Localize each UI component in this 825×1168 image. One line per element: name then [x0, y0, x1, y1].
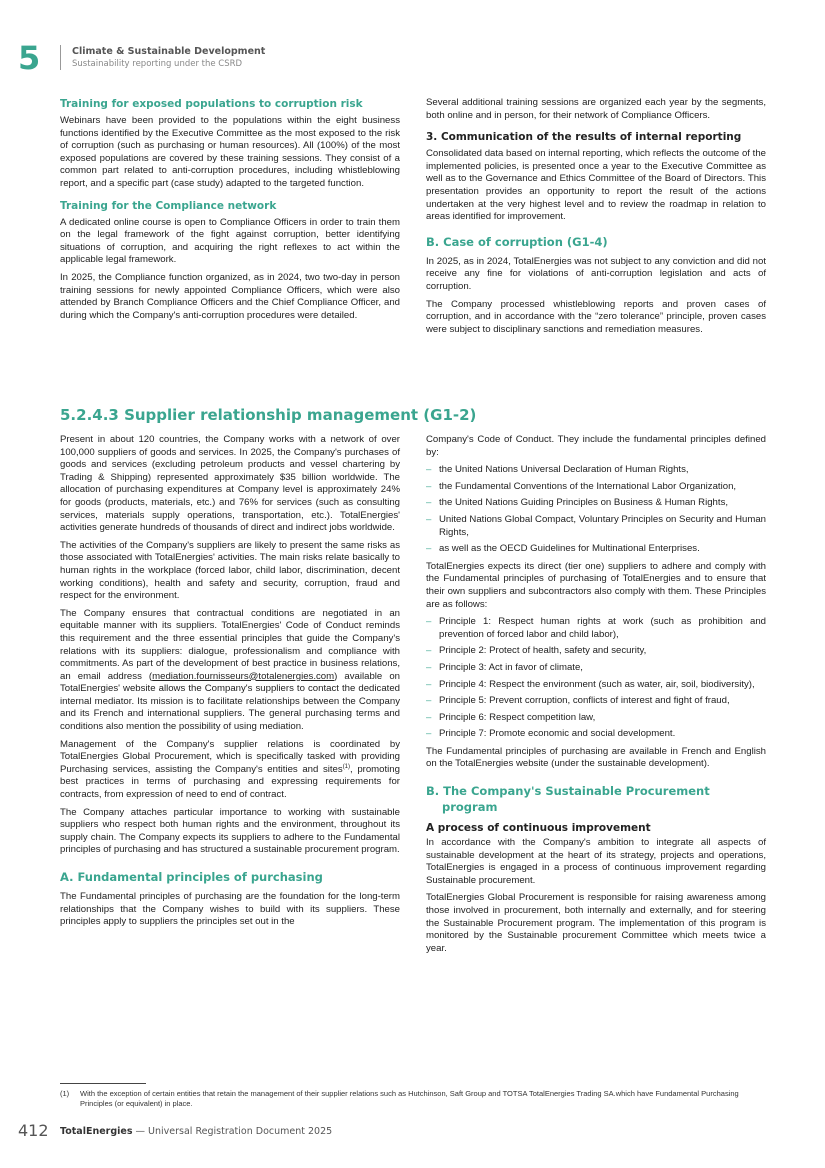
brand-name: TotalEnergies [60, 1126, 133, 1137]
paragraph: Webinars have been provided to the populations within the eight business functions identified by the Executive Committee as the most exposed to the risk of corruption (such as purchasing or human resources). All (100%) of the most exposed populations are covered by these training sessions. They consist of a common part related to anti-corruption procedures, including whistleblowing report, and a specific part (case study) adapted to the targeted function. [60, 115, 400, 189]
right-column-bottom [426, 434, 766, 960]
heading-fundamental-principles: A. Fundamental principles of purchasing [60, 870, 323, 884]
principles-list [426, 616, 766, 741]
section-title: 5.2.4.3 Supplier relationship management (G1-2) [60, 406, 477, 424]
list-item: – Principle 4: Respect the environment (such as water, air, soil, biodiversity), [426, 679, 766, 692]
paragraph: The Company processed whistleblowing reports and proven cases of corruption, and in accordance with the “zero tolerance” principle, proven cases were subject to disciplinary sanctions and remediation measures. [426, 298, 766, 335]
list-item: – United Nations Global Compact, Voluntary Principles on Security and Human Rights, [426, 514, 766, 539]
header-subtitle: Sustainability reporting under the CSRD [72, 59, 243, 69]
paragraph: In 2025, the Compliance function organized, as in 2024, two two-day in person training sessions for newly appointed Compliance Officers, which were also attended by Branch Compliance Officers and the Chief Compliance Officer, and during which the Company's anti-corruption procedures were detailed. [60, 271, 400, 321]
heading-training-exposed: Training for exposed populations to corruption risk [60, 98, 363, 110]
paragraph: A dedicated online course is open to Compliance Officers in order to train them on the legal framework of the fight against corruption, better identifying situations of corruption, and acquiring the right reflexes to act within the applicable legal framework. [60, 216, 400, 266]
text-span: Management of the Company's supplier relations is coordinated by TotalEnergies Global Procurement, which is specifically tasked with providing Purchasing services, assisting the Company's entities and sites [60, 738, 400, 775]
paragraph: The Fundamental principles of purchasing are the foundation for the long-term relationships that the Company wishes to build with its suppliers. These principles apply to suppliers the principles set out in the [60, 891, 400, 928]
paragraph: In 2025, as in 2024, TotalEnergies was not subject to any conviction and did not receive any fine for violations of anti-corruption legislation and acts of corruption. [426, 255, 766, 292]
list-item: – Principle 3: Act in favor of climate, [426, 662, 766, 675]
heading-case-corruption: B. Case of corruption (G1-4) [426, 234, 608, 249]
heading-sustainable-procurement-cont: program [442, 800, 498, 815]
paragraph: The Fundamental principles of purchasing are available in French and English on the TotalEnergies website (under the sustainable development). [426, 745, 766, 770]
heading-sustainable-procurement: B. The Company's Sustainable Procurement [426, 784, 710, 799]
header-title: Climate & Sustainable Development [72, 46, 266, 57]
footnote-text: With the exception of certain entities that retain the management of their supplier relations such as Hutchinson, Saft Group and TOTSA TotalEnergies Trading SA.which have Fundamental Purchasing Principles (or equivalent) in place. [80, 1089, 739, 1108]
footnote-ref: (1) [342, 763, 351, 770]
list-item: – Principle 7: Promote economic and social development. [426, 728, 766, 741]
heading-communication: 3. Communication of the results of internal reporting [426, 131, 742, 144]
text-span: , promoting best practices in terms of purchasing and expressing requirements for contracts, from expression of need to end of contract. [60, 763, 400, 801]
document-title: — Universal Registration Document 2025 [132, 1126, 333, 1137]
list-item: – the United Nations Universal Declaration of Human Rights, [426, 464, 766, 477]
page-number: 412 [18, 1121, 49, 1140]
footnote-number: (1) [60, 1089, 70, 1098]
paragraph [60, 608, 400, 734]
paragraph: TotalEnergies expects its direct (tier one) suppliers to adhere and comply with the Fundamental principles of purchasing of TotalEnergies and to ensure that their own suppliers and subcontractors also comply with them. These Principles are as follows: [426, 560, 766, 610]
left-column-bottom [60, 434, 400, 934]
heading-training-network: Training for the Compliance network [60, 199, 277, 212]
paragraph: Company's Code of Conduct. They include the fundamental principles defined by: [426, 434, 766, 458]
list-item: – the Fundamental Conventions of the International Labor Organization, [426, 481, 766, 494]
text-span: ) available on TotalEnergies' website allows the Company's suppliers to contact the dedicated internal mediator. Its mission is to facilitate relationships between the Company and its French and international suppliers. The general purchasing terms and conditions also mention the possibility of using mediation. [60, 670, 400, 733]
paragraph [60, 739, 400, 802]
list-item: – the United Nations Guiding Principles on Business & Human Rights, [426, 497, 766, 510]
paragraph: TotalEnergies Global Procurement is responsible for raising awareness among those involved in procurement, both internally and externally, and for steering the Sustainable Procurement program. The implementation of this program is monitored by the Sustainable procurement Committee which meets twice a year. [426, 892, 766, 954]
mediation-email-link[interactable]: mediation.fournisseurs@totalenergies.com [152, 670, 335, 682]
list-item: – Principle 6: Respect competition law, [426, 712, 766, 725]
left-column-top [60, 97, 400, 327]
list-item: – Principle 2: Protect of health, safety and security, [426, 645, 766, 658]
paragraph: Present in about 120 countries, the Company works with a network of over 100,000 suppliers of goods and services. In 2025, the Company's purchases of goods and services (excluding petroleum products and vessel chartering by Trading & Shipping) represented approximately $35 billion worldwide. The allocation of purchasing expenditures at Company level is approximately 24% for goods (products, materials, etc.) and 76% for services (such as consulting services, materials supply operations, transportation, etc.). TotalEnergies' activities generate hundreds of thousands of direct and indirect jobs worldwide. [60, 434, 400, 534]
paragraph: The Company attaches particular importance to working with sustainable suppliers who respect both human rights and the environment, throughout its supply chain. The Company expects its suppliers to adhere to the Fundamental principles of purchasing and has structured a sustainable procurement program. [60, 806, 400, 856]
list-item: – Principle 1: Respect human rights at work (such as prohibition and prevention of forced labor and child labor), [426, 616, 766, 641]
paragraph: Several additional training sessions are organized each year by the segments, both online and in person, for their network of Compliance Officers. [426, 97, 766, 121]
footnote-rule [60, 1083, 146, 1084]
paragraph: In accordance with the Company's ambition to integrate all aspects of sustainable development at the heart of its strategy, projects and operations, TotalEnergies is engaged in a process of continuous improvement regarding Sustainable procurement. [426, 837, 766, 886]
right-column-top [426, 97, 766, 341]
list-item: – as well as the OECD Guidelines for Multinational Enterprises. [426, 543, 766, 556]
footnote [60, 1089, 766, 1108]
footer-brand [60, 1126, 332, 1138]
heading-continuous-improvement: A process of continuous improvement [426, 822, 651, 835]
list-item: – Principle 5: Prevent corruption, conflicts of interest and fight of fraud, [426, 695, 766, 708]
paragraph: Consolidated data based on internal reporting, which reflects the outcome of the implemented policies, is presented once a year to the Executive Committee as well as to the Governance and Ethics Committee of the Board of Directors. This presentation provides an opportunity to report the result of the actions undertaken at the very highest level and to review the roadmap in relation to areas identified for improvement. [426, 148, 766, 223]
chapter-number: 5 [18, 39, 41, 77]
header-divider [60, 45, 61, 70]
text-span: The Company ensures that contractual conditions are negotiated in an equitable manner with its suppliers. TotalEnergies' Code of Conduct reminds this requirement and the three essential principles that guide the Company's relations with its suppliers: dialogue, professionalism and compliance with commitments. As part of the development of best practice in business relations, an email address ( [60, 607, 400, 682]
paragraph: The activities of the Company's suppliers are likely to present the same risks as those associated with TotalEnergies' activities. The main risks relate basically to human rights in the workplace (forced labor, child labor, discrimination, decent working conditions), health and safety and security, corruption, fraud and respect for the environment. [60, 539, 400, 602]
conventions-list [426, 464, 766, 556]
